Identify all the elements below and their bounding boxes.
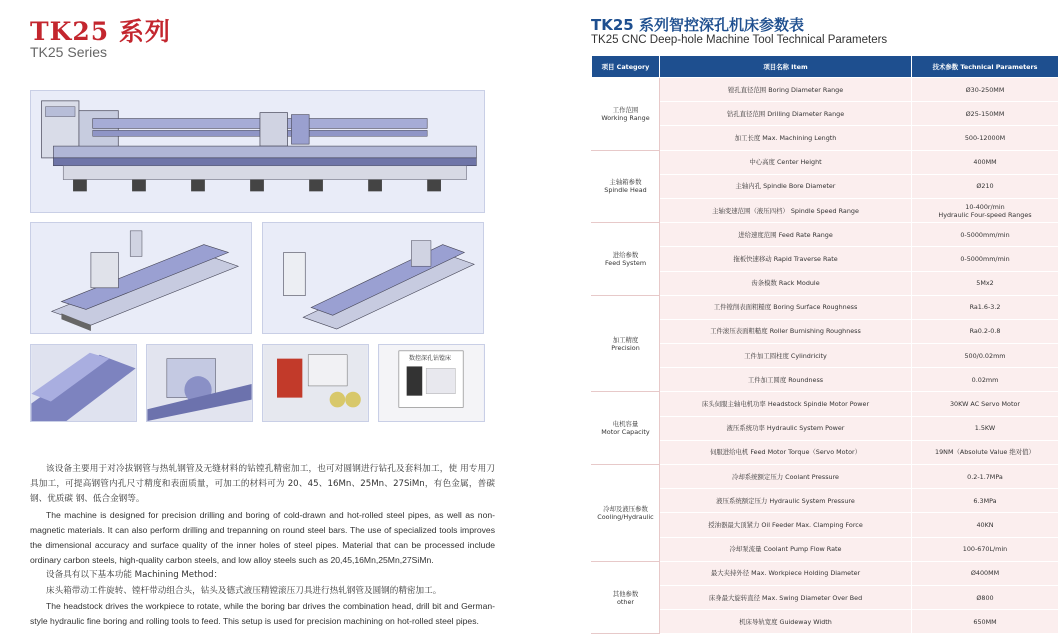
table-row xyxy=(592,537,1059,561)
item-cell: 冷却系统额定压力 Coolant Pressure xyxy=(660,465,912,489)
category-cn: 电机容量 xyxy=(612,420,639,429)
value-text: 500/0.02mm xyxy=(964,351,1006,360)
value-cell xyxy=(912,344,1059,368)
control-panel-label: 数控深孔钻镗床 xyxy=(409,355,452,362)
machining-method-en-paragraph: The headstock drives the workpiece to rotate, while the boring bar drives the combination head, drill bit and German-style hydraulic fine boring and rolling tools to feed. This setup is used for precision machining on hot-rolled steel pipes. xyxy=(30,600,495,627)
item-cell: 工件镗削表面粗糙度 Boring Surface Roughness xyxy=(660,295,912,319)
table-row xyxy=(592,585,1059,609)
machining-method-cn-paragraph: 床头箱带动工件旋转、镗杆带动组合头，钻头及德式液压精镗滚压刀具进行热轧钢管及圆钢的精密加工。 xyxy=(46,585,442,596)
value-cell xyxy=(912,198,1059,222)
item-cell: 工件加工圆柱度 Cylindricity xyxy=(660,344,912,368)
value-cell xyxy=(912,489,1059,513)
value-cell xyxy=(912,126,1059,150)
item-cell: 液压系统功率 Hydraulic System Power xyxy=(660,416,912,440)
item-cell: 工件滚压表面粗糙度 Roller Burnishing Roughness xyxy=(660,319,912,343)
machine-perspective-left-image xyxy=(30,222,252,334)
value-cell xyxy=(912,368,1059,392)
item-cell: 主轴变速范围（液压四档） Spindle Speed Range xyxy=(660,198,912,222)
table-row xyxy=(592,440,1059,464)
table-row xyxy=(592,513,1059,537)
value-cell xyxy=(912,537,1059,561)
category-en: Precision xyxy=(611,343,640,352)
category-cn: 进给参数 xyxy=(612,250,639,259)
value-cell xyxy=(912,513,1059,537)
value-text: 30KW AC Servo Motor xyxy=(949,400,1020,409)
value-cell xyxy=(912,150,1059,174)
item-cell: 最大夹持外径 Max. Workpiece Holding Diameter xyxy=(660,561,912,585)
value-cell xyxy=(912,416,1059,440)
value-text: 5Mx2 xyxy=(976,279,994,288)
value-cell xyxy=(912,585,1059,609)
value-text: Ø210 xyxy=(976,182,994,191)
value-cell xyxy=(912,440,1059,464)
value-text: 0-5000mm/min xyxy=(960,230,1010,239)
table-row xyxy=(592,392,1059,416)
table-row xyxy=(592,465,1059,489)
item-cell: 床身最大旋转直径 Max. Swing Diameter Over Bed xyxy=(660,585,912,609)
item-cell: 液压系统额定压力 Hydraulic System Pressure xyxy=(660,489,912,513)
item-cell: 冷却泵流量 Coolant Pump Flow Rate xyxy=(660,537,912,561)
series-title: TK25 系列 xyxy=(30,17,171,46)
category-en: Spindle Head xyxy=(604,186,647,195)
category-en: other xyxy=(616,597,635,606)
table-row xyxy=(592,368,1059,392)
category-cell xyxy=(592,78,660,151)
table-row xyxy=(592,247,1059,271)
description-en-paragraph: The machine is designed for precision drilling and boring of cold-drawn and hot-rolled steel pipes, as well as non-magnetic materials. It can also perform drilling and trepanning on round steel bars. The use of specialized tools improves the dimensional accuracy and surface quality of the inner holes of steel pipes. Material that can be processed include ordinary carbon steels, high-quality carbon steels, and low alloy steels such as 20,45,16Mn,25Mn,27SiMn. xyxy=(30,509,495,566)
item-cell: 加工长度 Max. Machining Length xyxy=(660,126,912,150)
description-text xyxy=(30,462,495,629)
item-cell: 授油器最大顶紧力 Oil Feeder Max. Clamping Force xyxy=(660,513,912,537)
category-cell xyxy=(592,295,660,392)
category-cn: 其他参数 xyxy=(612,589,639,598)
category-cn: 加工精度 xyxy=(612,335,639,344)
header-item: 项目名称 Item xyxy=(660,56,912,78)
item-cell: 镗孔直径范围 Boring Diameter Range xyxy=(660,78,912,102)
value-cell xyxy=(912,610,1059,634)
item-cell: 工件加工圆度 Roundness xyxy=(660,368,912,392)
value-text: Ø25-150MM xyxy=(965,109,1005,118)
value-text: 500-12000M xyxy=(964,133,1006,142)
description-cn-paragraph: 该设备主要用于对冷拔钢管与热轧钢管及无缝材料的钻镗孔精密加工，也可对圆钢进行钻孔及套料加工，使 用专用刀具加工，可提高钢管内孔尺寸精度和表面质量，可加工的材料可为 20、45、16Mn、25Mn、27SiMn，有色金属，普碳钢、优质碳 钢、低合金钢等。 xyxy=(30,464,495,505)
value-text: 650MM xyxy=(973,617,997,626)
machine-side-view-image xyxy=(30,90,485,213)
parameters-table xyxy=(591,55,1059,634)
header-category: 项目 Category xyxy=(592,56,660,78)
table-row xyxy=(592,416,1059,440)
category-cell xyxy=(592,150,660,223)
detail-image-1 xyxy=(30,344,137,422)
table-row xyxy=(592,319,1059,343)
value-text-secondary: Hydraulic Four-speed Ranges xyxy=(938,210,1032,219)
item-cell: 主轴内孔 Spindle Bore Diameter xyxy=(660,174,912,198)
category-cn: 主轴箱参数 xyxy=(609,178,642,187)
value-cell xyxy=(912,295,1059,319)
value-text: 19NM（Absolute Value 绝对值） xyxy=(935,448,1035,457)
value-cell xyxy=(912,271,1059,295)
table-row xyxy=(592,102,1059,126)
value-text: Ra0.2-0.8 xyxy=(969,327,1001,336)
item-cell: 伺服进给电机 Feed Motor Torque（Servo Motor） xyxy=(660,440,912,464)
header-parameters: 技术参数 Technical Parameters xyxy=(912,56,1059,78)
value-text: Ø400MM xyxy=(970,569,1000,578)
value-text: 100-670L/min xyxy=(962,545,1008,554)
parameters-table-body xyxy=(592,78,1059,634)
item-cell: 钻孔直径范围 Drilling Diameter Range xyxy=(660,102,912,126)
category-cell xyxy=(592,223,660,296)
value-cell xyxy=(912,102,1059,126)
value-cell xyxy=(912,247,1059,271)
item-cell: 床头伺服主轴电机功率 Headstock Spindle Motor Power xyxy=(660,392,912,416)
item-cell: 中心高度 Center Height xyxy=(660,150,912,174)
item-cell: 机床导轨宽度 Guideway Width xyxy=(660,610,912,634)
value-text: Ø800 xyxy=(976,593,994,602)
right-page xyxy=(530,0,1060,641)
category-en: Working Range xyxy=(601,113,650,122)
category-en: Feed System xyxy=(604,258,647,267)
value-text: Ø30-250MM xyxy=(965,85,1005,94)
value-text: Ra1.6-3.2 xyxy=(969,303,1001,312)
table-row xyxy=(592,198,1059,222)
category-cell xyxy=(592,561,660,634)
value-cell xyxy=(912,465,1059,489)
machine-perspective-right-image xyxy=(262,222,484,334)
table-row xyxy=(592,561,1059,585)
value-text: 400MM xyxy=(973,158,997,167)
control-panel-image xyxy=(378,344,485,422)
item-cell: 进给速度范围 Feed Rate Range xyxy=(660,223,912,247)
value-text: 0.2-1.7MPa xyxy=(967,472,1003,481)
category-cell xyxy=(592,465,660,562)
params-title-en: TK25 CNC Deep-hole Machine Tool Technical Parameters xyxy=(591,34,888,46)
category-en: Cooling/Hydraulic xyxy=(597,512,654,521)
table-header-row xyxy=(592,56,1059,78)
table-row xyxy=(592,223,1059,247)
table-row xyxy=(592,489,1059,513)
item-cell: 齿条模数 Rack Module xyxy=(660,271,912,295)
detail-image-3 xyxy=(262,344,369,422)
value-cell xyxy=(912,392,1059,416)
value-text: 0.02mm xyxy=(971,375,999,384)
table-row xyxy=(592,344,1059,368)
table-row xyxy=(592,610,1059,634)
value-text: 6.3MPa xyxy=(973,496,997,505)
value-text: 0-5000mm/min xyxy=(960,254,1010,263)
value-text: 40KN xyxy=(976,520,994,529)
value-cell xyxy=(912,561,1059,585)
value-cell xyxy=(912,223,1059,247)
category-cn: 冷却及液压参数 xyxy=(603,504,648,513)
category-cell xyxy=(592,392,660,465)
detail-image-2 xyxy=(146,344,253,422)
item-cell: 拖板快速移动 Rapid Traverse Rate xyxy=(660,247,912,271)
value-cell xyxy=(912,319,1059,343)
table-row xyxy=(592,78,1059,102)
table-row xyxy=(592,271,1059,295)
value-text: 10-400r/min xyxy=(965,202,1005,211)
table-row xyxy=(592,150,1059,174)
table-row xyxy=(592,295,1059,319)
machining-method-heading: 设备具有以下基本功能 Machining Method： xyxy=(46,570,223,581)
params-title-cn: TK25 系列智控深孔机床参数表 xyxy=(591,16,804,34)
value-text: 1.5KW xyxy=(974,424,996,433)
table-row xyxy=(592,126,1059,150)
table-row xyxy=(592,174,1059,198)
value-cell xyxy=(912,174,1059,198)
value-cell xyxy=(912,78,1059,102)
category-cn: 工作范围 xyxy=(612,105,639,114)
series-subtitle: TK25 Series xyxy=(30,44,108,60)
category-en: Motor Capacity xyxy=(601,428,650,437)
